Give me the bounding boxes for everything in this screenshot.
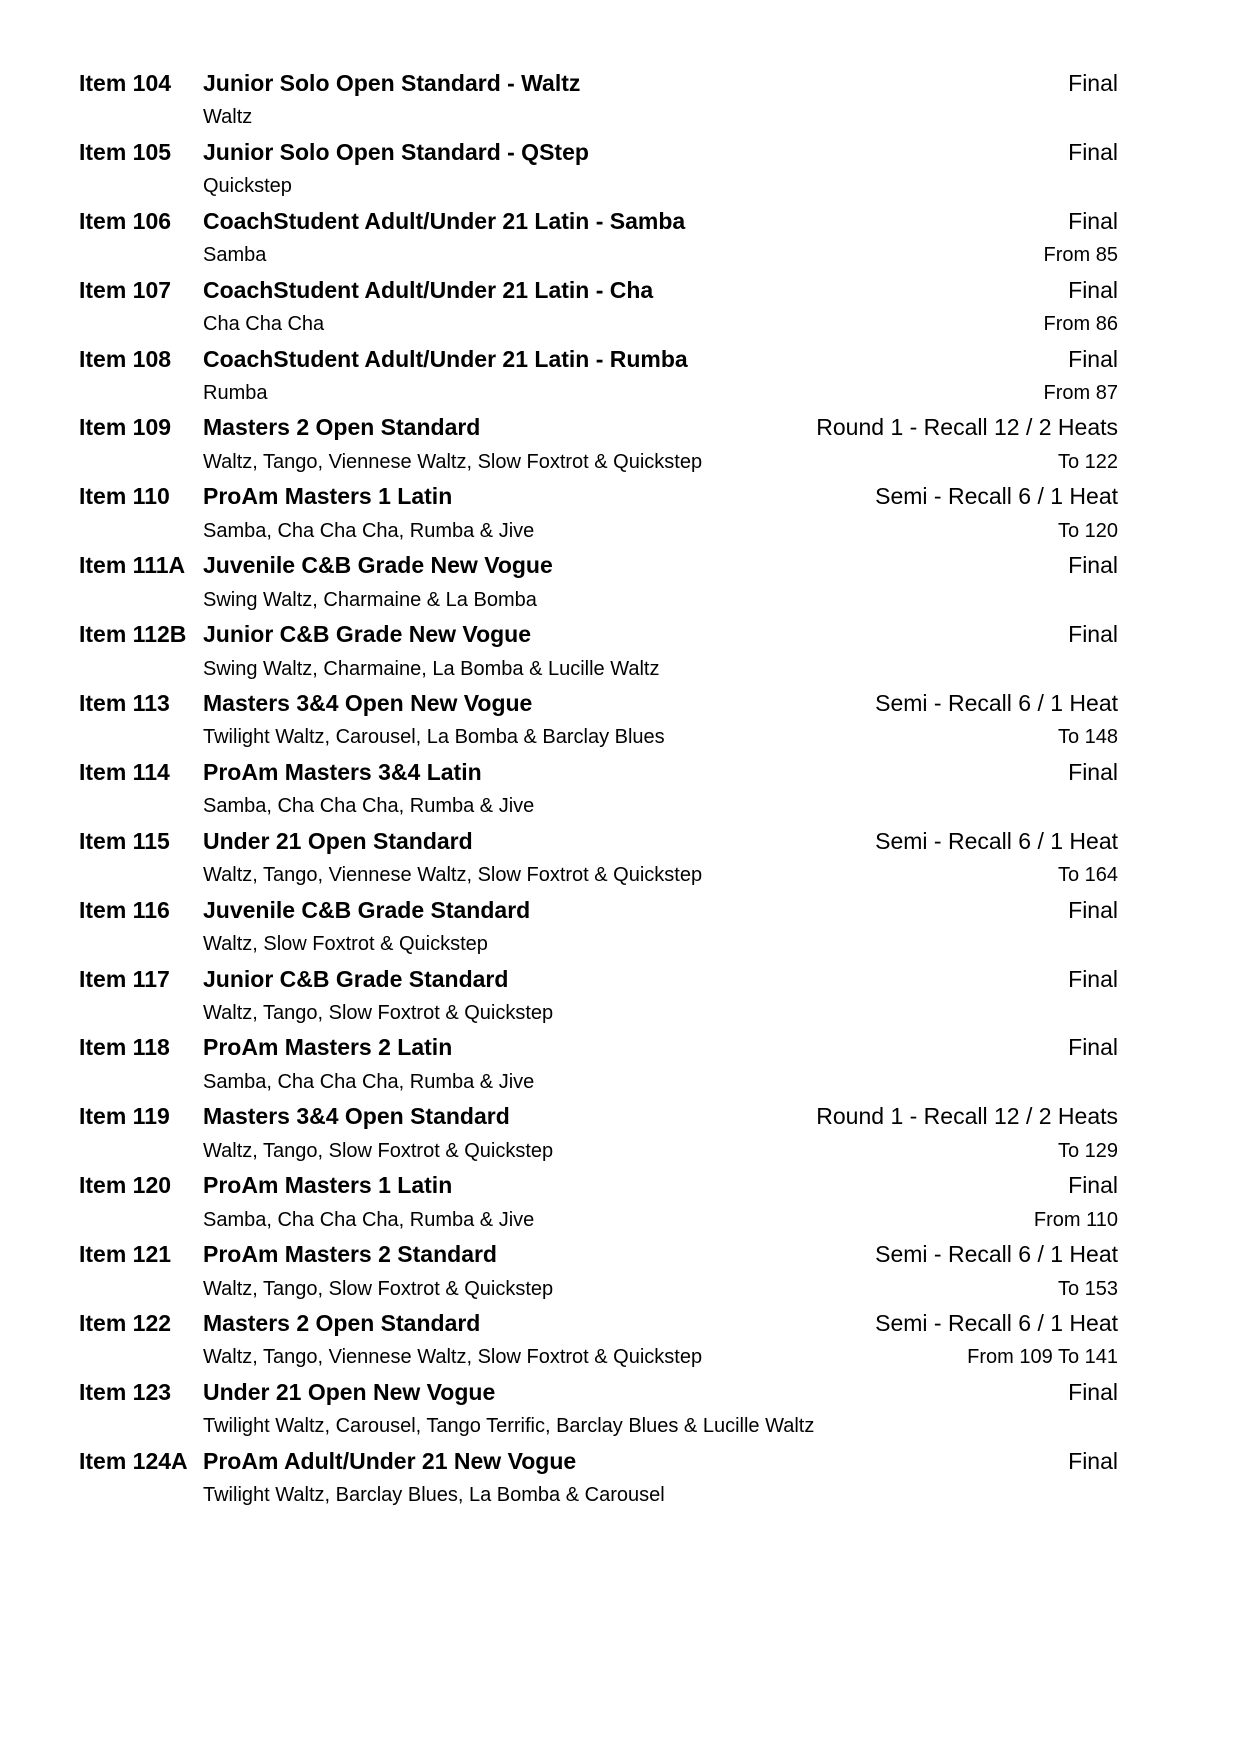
item-heat-note: To 129 [1057, 1139, 1118, 1162]
item-heat-note: To 148 [1057, 726, 1118, 749]
item-number: Item 110 [79, 483, 170, 510]
item-detail-row [79, 1478, 1118, 1512]
item-number: Item 124A [79, 1447, 188, 1474]
item-number: Item 119 [79, 1103, 170, 1130]
item-title: CoachStudent Adult/Under 21 Latin - Samba [203, 207, 686, 234]
item-header-row [79, 1444, 1118, 1478]
item-status: Round 1 - Recall 12 / 2 Heats [816, 414, 1118, 441]
item-detail-row [79, 238, 1118, 272]
item-heat-note: From 109 To 141 [967, 1346, 1118, 1369]
item-detail-row [79, 1203, 1118, 1237]
program-item [79, 1168, 1118, 1237]
item-title: Masters 2 Open Standard [203, 1310, 481, 1337]
item-dances: Samba, Cha Cha Cha, Rumba & Jive [203, 795, 535, 818]
item-dances: Waltz, Tango, Slow Foxtrot & Quickstep [203, 1277, 554, 1300]
item-title: ProAm Masters 2 Standard [203, 1241, 497, 1268]
item-dances: Rumba [203, 382, 268, 404]
item-status: Final [1068, 965, 1118, 992]
item-title: ProAm Masters 1 Latin [203, 483, 453, 510]
item-header-row [79, 1099, 1118, 1133]
item-dances: Waltz [203, 106, 253, 129]
item-detail-row [79, 720, 1118, 754]
item-dances: Cha Cha Cha [203, 313, 325, 336]
item-status: Round 1 - Recall 12 / 2 Heats [816, 1103, 1118, 1130]
item-title: CoachStudent Adult/Under 21 Latin - Rumba [203, 345, 688, 372]
item-detail-row [79, 789, 1118, 823]
item-heat-note: From 110 [1033, 1208, 1118, 1231]
item-header-row [79, 1375, 1118, 1409]
item-dances: Quickstep [203, 175, 292, 198]
item-status: Final [1068, 70, 1118, 96]
item-dances: Swing Waltz, Charmaine & La Bomba [203, 588, 537, 611]
item-header-row [79, 1237, 1118, 1271]
item-title: Junior Solo Open Standard - Waltz [203, 70, 581, 96]
item-header-row [79, 410, 1118, 444]
item-heat-note: From 85 [1043, 244, 1118, 267]
item-status: Final [1068, 621, 1118, 648]
item-title: CoachStudent Adult/Under 21 Latin - Cha [203, 276, 654, 303]
item-status: Final [1068, 758, 1118, 785]
item-detail-row [79, 927, 1118, 961]
item-number: Item 116 [79, 896, 170, 923]
item-status: Final [1068, 1447, 1118, 1474]
program-item [79, 755, 1118, 824]
item-title: Under 21 Open New Vogue [203, 1378, 496, 1405]
item-heat-note: To 122 [1057, 450, 1118, 473]
item-header-row [79, 66, 1118, 100]
item-dances: Waltz, Tango, Slow Foxtrot & Quickstep [203, 1139, 554, 1162]
item-number: Item 108 [79, 345, 172, 372]
item-status: Final [1068, 207, 1118, 234]
item-header-row [79, 1168, 1118, 1202]
item-title: ProAm Masters 2 Latin [203, 1034, 453, 1061]
item-number: Item 120 [79, 1172, 172, 1199]
item-detail-row [79, 996, 1118, 1030]
item-heat-note: To 120 [1057, 519, 1118, 542]
item-status: Semi - Recall 6 / 1 Heat [875, 827, 1118, 854]
item-header-row [79, 273, 1118, 307]
item-status: Semi - Recall 6 / 1 Heat [875, 483, 1118, 510]
item-number: Item 107 [79, 276, 172, 303]
item-dances: Samba, Cha Cha Cha, Rumba & Jive [203, 519, 535, 542]
item-number: Item 112B [79, 621, 187, 648]
item-header-row [79, 1306, 1118, 1340]
item-number: Item 118 [79, 1034, 170, 1061]
program-item [79, 548, 1118, 617]
item-status: Final [1068, 552, 1118, 579]
item-list [79, 66, 1118, 1513]
item-detail-row [79, 1134, 1118, 1168]
item-number: Item 115 [79, 827, 170, 854]
item-title: Junior Solo Open Standard - QStep [203, 138, 589, 165]
item-header-row [79, 617, 1118, 651]
program-item [79, 273, 1118, 342]
item-header-row [79, 686, 1118, 720]
program-item [79, 1306, 1118, 1375]
item-title: Under 21 Open Standard [203, 827, 473, 854]
item-number: Item 122 [79, 1310, 172, 1337]
item-status: Final [1068, 345, 1118, 372]
item-dances: Swing Waltz, Charmaine, La Bomba & Lucille Waltz [203, 657, 660, 680]
program-item [79, 1237, 1118, 1306]
item-detail-row [79, 583, 1118, 617]
item-detail-row [79, 514, 1118, 548]
program-item [79, 66, 1118, 135]
item-detail-row [79, 100, 1118, 134]
program-item [79, 1030, 1118, 1099]
item-status: Semi - Recall 6 / 1 Heat [875, 690, 1118, 717]
item-number: Item 105 [79, 138, 172, 165]
program-item [79, 479, 1118, 548]
program-item [79, 1099, 1118, 1168]
item-dances: Samba, Cha Cha Cha, Rumba & Jive [203, 1208, 535, 1231]
item-detail-row [79, 858, 1118, 892]
item-dances: Waltz, Tango, Viennese Waltz, Slow Foxtrot & Quickstep [203, 1346, 703, 1369]
program-item [79, 686, 1118, 755]
item-number: Item 109 [79, 414, 172, 441]
item-heat-note: To 153 [1057, 1277, 1118, 1300]
item-number: Item 117 [79, 965, 170, 992]
item-detail-row [79, 376, 1118, 410]
item-detail-row [79, 1409, 1118, 1443]
item-dances: Waltz, Tango, Viennese Waltz, Slow Foxtrot & Quickstep [203, 864, 703, 887]
item-title: ProAm Masters 1 Latin [203, 1172, 453, 1199]
item-dances: Waltz, Tango, Slow Foxtrot & Quickstep [203, 1002, 554, 1025]
item-status: Final [1068, 1378, 1118, 1405]
item-dances: Samba, Cha Cha Cha, Rumba & Jive [203, 1070, 535, 1093]
program-item [79, 204, 1118, 273]
item-title: Junior C&B Grade New Vogue [203, 621, 532, 648]
item-header-row [79, 755, 1118, 789]
item-dances: Samba [203, 244, 267, 267]
item-header-row [79, 893, 1118, 927]
program-item [79, 893, 1118, 962]
item-title: Masters 3&4 Open Standard [203, 1103, 510, 1130]
item-status: Semi - Recall 6 / 1 Heat [875, 1241, 1118, 1268]
item-dances: Twilight Waltz, Carousel, Tango Terrific, Barclay Blues & Lucille Waltz [203, 1415, 815, 1438]
item-title: Juvenile C&B Grade Standard [203, 896, 531, 923]
program-item [79, 617, 1118, 686]
item-heat-note: To 164 [1057, 864, 1118, 887]
item-detail-row [79, 1065, 1118, 1099]
program-item [79, 410, 1118, 479]
item-heat-note: From 87 [1043, 382, 1118, 404]
item-header-row [79, 824, 1118, 858]
item-detail-row [79, 169, 1118, 203]
program-item [79, 135, 1118, 204]
item-status: Final [1068, 276, 1118, 303]
item-detail-row [79, 307, 1118, 341]
item-title: Juvenile C&B Grade New Vogue [203, 552, 553, 579]
item-status: Final [1068, 1172, 1118, 1199]
item-detail-row [79, 1272, 1118, 1306]
item-number: Item 106 [79, 207, 172, 234]
item-number: Item 123 [79, 1378, 172, 1405]
item-dances: Twilight Waltz, Carousel, La Bomba & Barclay Blues [203, 726, 665, 749]
program-item [79, 962, 1118, 1031]
item-header-row [79, 479, 1118, 513]
item-header-row [79, 548, 1118, 582]
item-title: ProAm Adult/Under 21 New Vogue [203, 1447, 577, 1474]
item-status: Semi - Recall 6 / 1 Heat [875, 1310, 1118, 1337]
item-header-row [79, 135, 1118, 169]
item-header-row [79, 342, 1118, 376]
item-detail-row [79, 652, 1118, 686]
item-number: Item 121 [79, 1241, 172, 1268]
item-title: ProAm Masters 3&4 Latin [203, 758, 482, 785]
item-detail-row [79, 445, 1118, 479]
program-item [79, 342, 1118, 411]
item-header-row [79, 962, 1118, 996]
item-detail-row [79, 1340, 1118, 1374]
program-item [79, 1444, 1118, 1513]
item-number: Item 104 [79, 70, 172, 96]
item-title: Junior C&B Grade Standard [203, 965, 509, 992]
program-item [79, 824, 1118, 893]
item-number: Item 111A [79, 552, 186, 579]
item-title: Masters 3&4 Open New Vogue [203, 690, 533, 717]
item-dances: Waltz, Slow Foxtrot & Quickstep [203, 933, 488, 956]
item-number: Item 113 [79, 690, 170, 717]
item-heat-note: From 86 [1043, 313, 1118, 336]
item-title: Masters 2 Open Standard [203, 414, 481, 441]
item-status: Final [1068, 1034, 1118, 1061]
item-status: Final [1068, 896, 1118, 923]
item-status: Final [1068, 138, 1118, 165]
item-number: Item 114 [79, 758, 170, 785]
program-item [79, 1375, 1118, 1444]
item-dances: Twilight Waltz, Barclay Blues, La Bomba & Carousel [203, 1484, 665, 1507]
item-header-row [79, 204, 1118, 238]
item-dances: Waltz, Tango, Viennese Waltz, Slow Foxtrot & Quickstep [203, 450, 703, 473]
item-header-row [79, 1030, 1118, 1064]
